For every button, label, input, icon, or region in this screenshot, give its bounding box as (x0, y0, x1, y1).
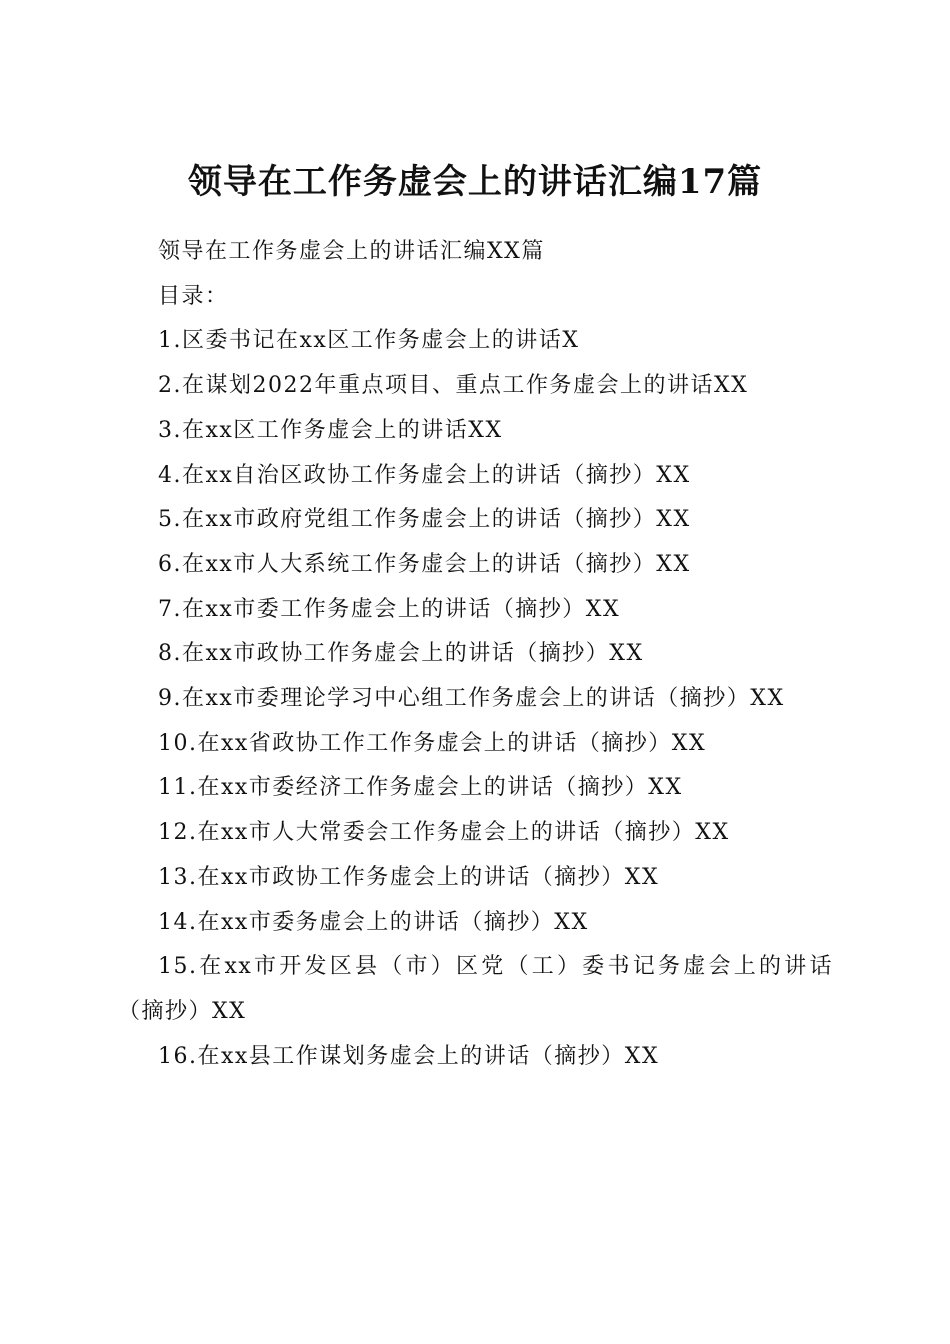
toc-item: 13.在xx市政协工作务虚会上的讲话（摘抄）XX (158, 864, 660, 890)
toc-item: 15.在xx市开发区县（市）区党（工）委书记务虚会上的讲话（摘抄）XX (118, 954, 833, 1024)
toc-item: 1.区委书记在xx区工作务虚会上的讲话X (158, 328, 580, 354)
intro-line: 领导在工作务虚会上的讲话汇编XX篇 (158, 239, 545, 264)
toc-item: 4.在xx自治区政协工作务虚会上的讲话（摘抄）XX (158, 462, 691, 488)
toc-item: 3.在xx区工作务虚会上的讲话XX (158, 417, 503, 443)
document-title: 领导在工作务虚会上的讲话汇编17篇 (187, 161, 763, 202)
toc-item: 11.在xx市委经济工作务虚会上的讲话（摘抄）XX (158, 775, 683, 801)
toc-item: 9.在xx市委理论学习中心组工作务虚会上的讲话（摘抄）XX (158, 686, 785, 712)
toc-item: 12.在xx市人大常委会工作务虚会上的讲话（摘抄）XX (158, 820, 730, 846)
toc-item: 10.在xx省政协工作工作务虚会上的讲话（摘抄）XX (158, 730, 707, 756)
toc-item: 7.在xx市委工作务虚会上的讲话（摘抄）XX (158, 596, 621, 622)
toc-item: 16.在xx县工作谋划务虚会上的讲话（摘抄）XX (158, 1043, 660, 1069)
toc-heading: 目录： (158, 283, 229, 309)
toc-item: 14.在xx市委务虚会上的讲话（摘抄）XX (158, 909, 589, 935)
toc-item: 8.在xx市政协工作务虚会上的讲话（摘抄）XX (158, 641, 644, 667)
toc-item: 5.在xx市政府党组工作务虚会上的讲话（摘抄）XX (158, 507, 691, 533)
document-body (118, 230, 833, 1079)
toc-item: 2.在谋划2022年重点项目、重点工作务虚会上的讲话XX (158, 373, 749, 399)
toc-item: 6.在xx市人大系统工作务虚会上的讲话（摘抄）XX (158, 551, 691, 577)
